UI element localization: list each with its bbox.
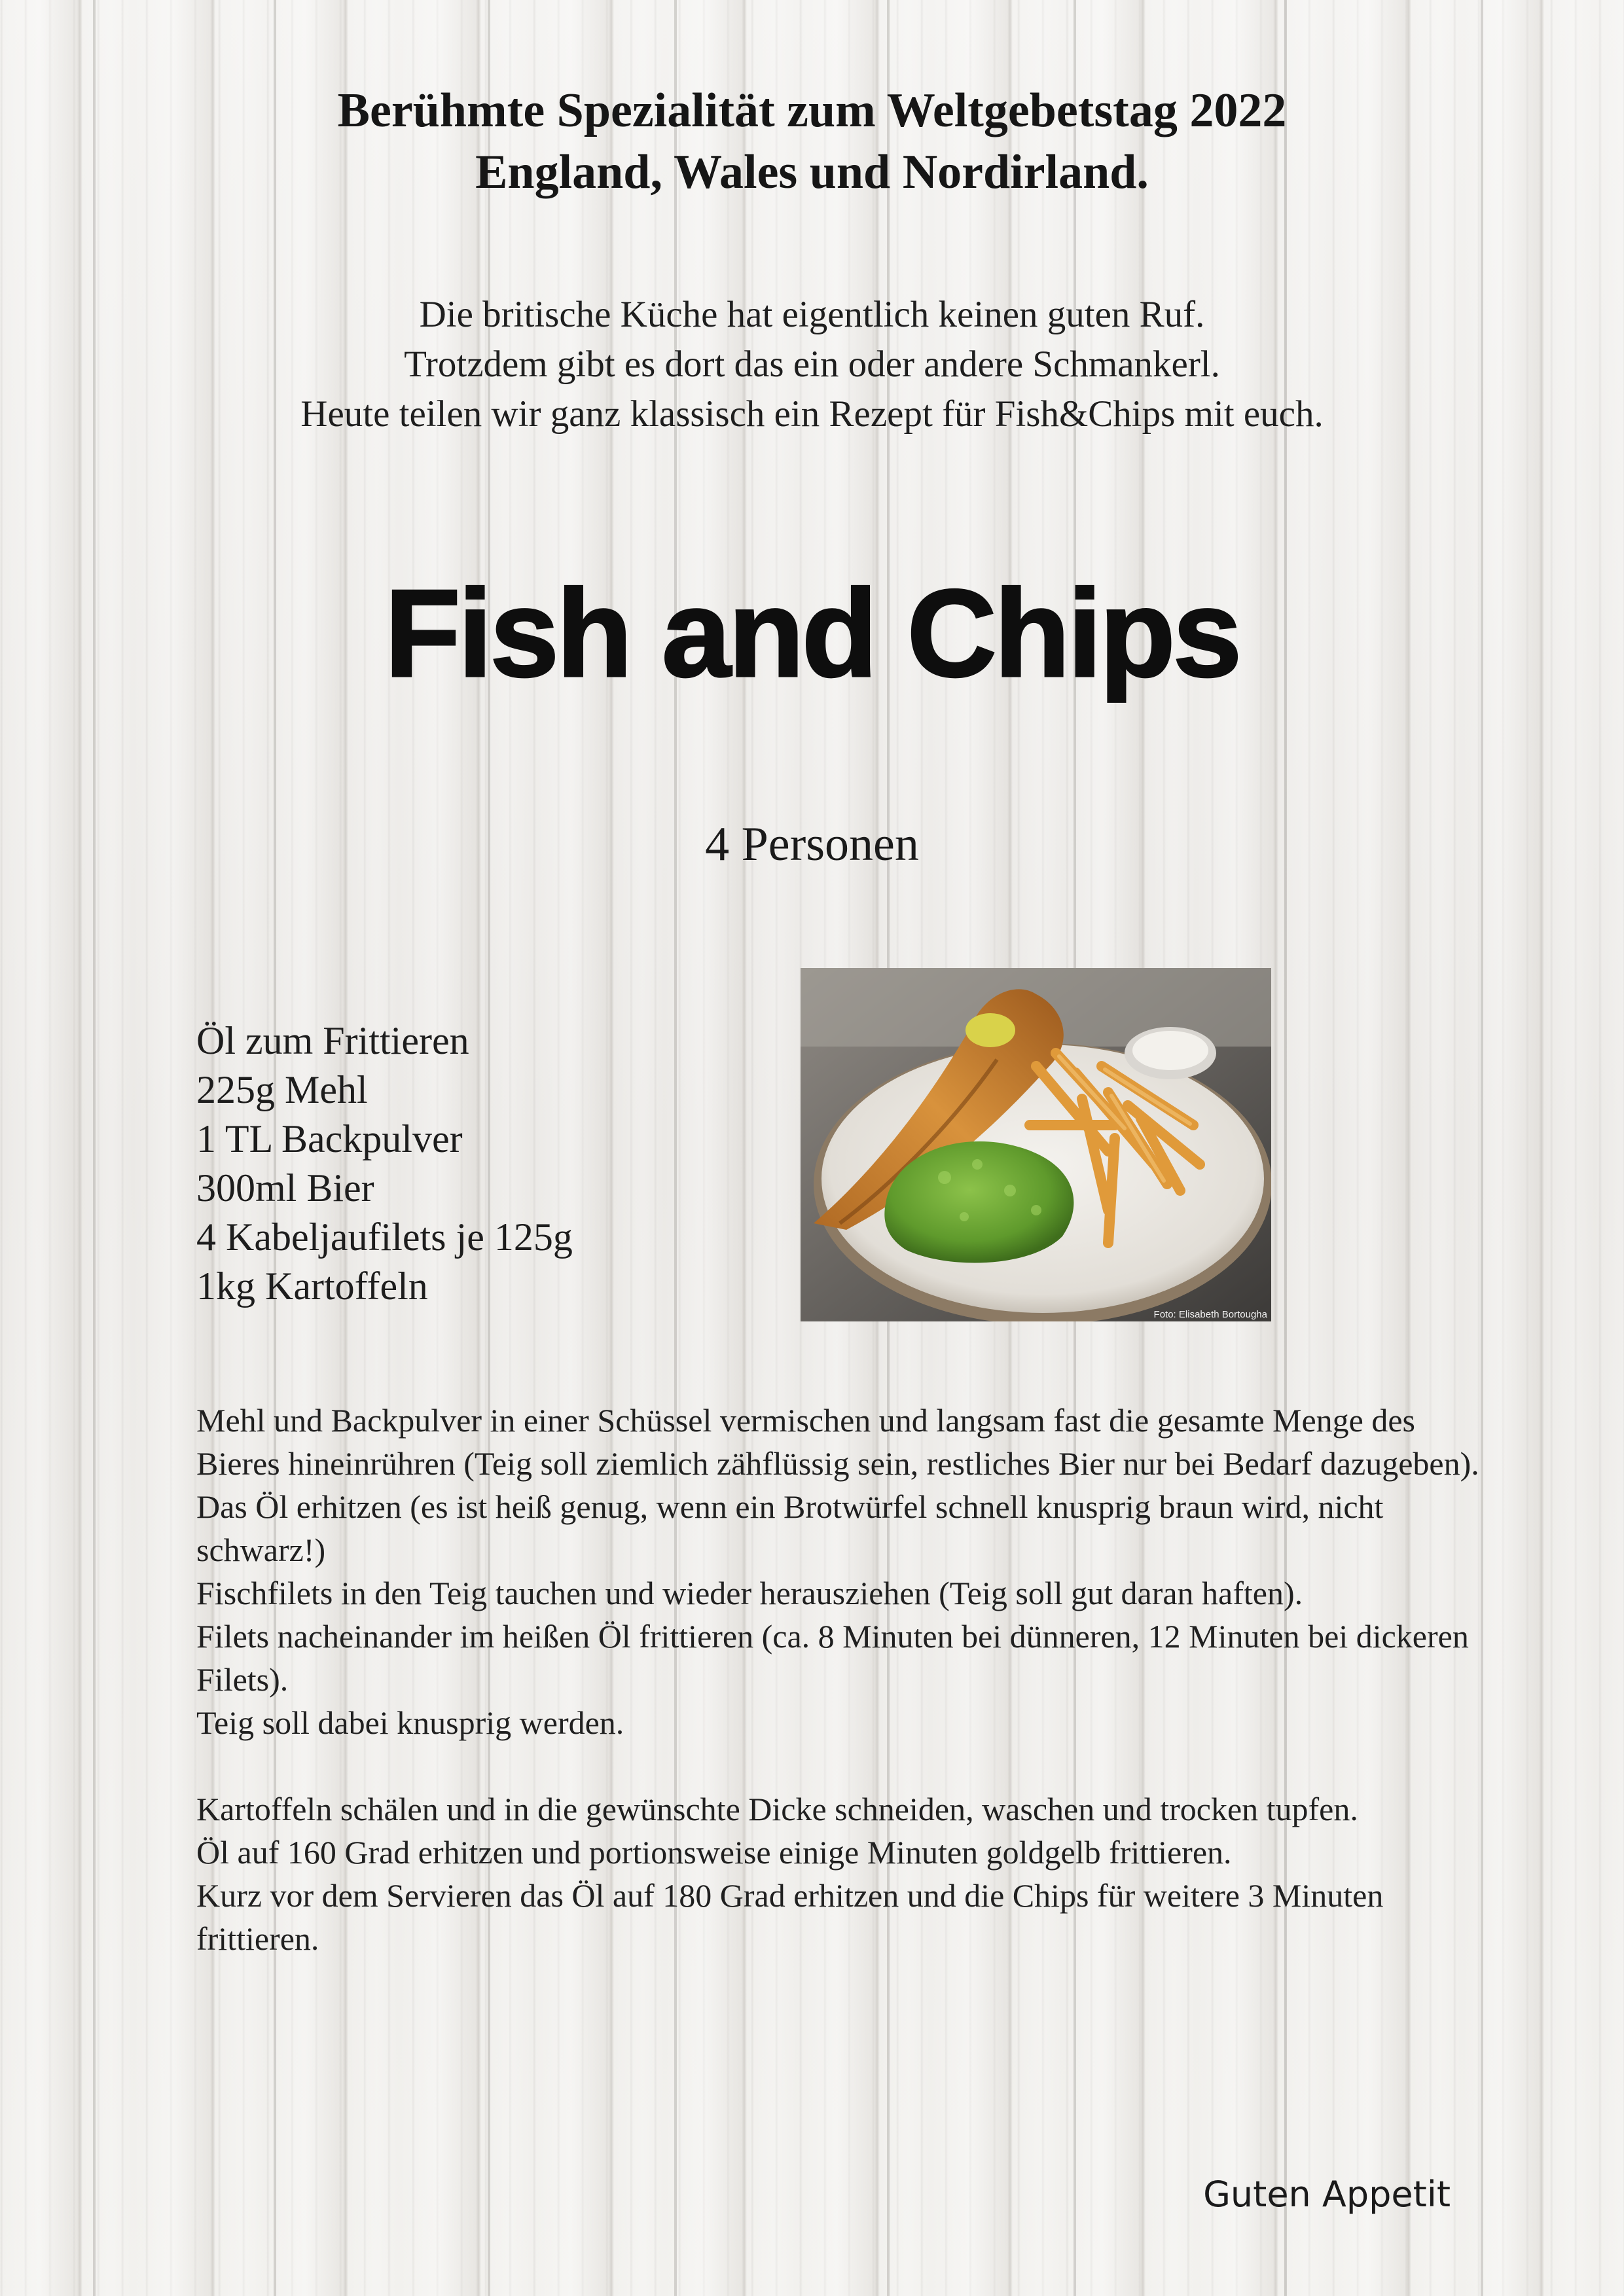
ingredient-item: 225g Mehl xyxy=(196,1068,368,1111)
instructions xyxy=(196,1399,1479,1960)
intro-line-2: Trotzdem gibt es dort das ein oder andere Schmankerl. xyxy=(404,344,1220,385)
ingredient-item: 1kg Kartoffeln xyxy=(196,1265,428,1308)
ingredient-item: 4 Kabeljaufilets je 125g xyxy=(196,1215,573,1259)
servings: 4 Personen xyxy=(705,817,919,871)
recipe-title: Fish and Chips xyxy=(384,564,1240,703)
ingredient-list xyxy=(196,1016,785,1311)
header-line-2: England, Wales und Nordirland. xyxy=(475,145,1149,199)
photo-credit: Foto: Elisabeth Bortougha xyxy=(1153,1309,1267,1320)
instruction-step: Kurz vor dem Servieren das Öl auf 180 Grad erhitzen und die Chips für weitere 3 Minuten frittieren. xyxy=(196,1877,1384,1957)
intro-line-1: Die britische Küche hat eigentlich keinen guten Ruf. xyxy=(419,294,1205,335)
instruction-step: Teig soll dabei knusprig werden. xyxy=(196,1704,624,1741)
header-line-1: Berühmte Spezialität zum Weltgebetstag 2022 xyxy=(337,84,1287,137)
ingredient-item: 1 TL Backpulver xyxy=(196,1117,463,1160)
intro-line-3: Heute teilen wir ganz klassisch ein Rezept für Fish&Chips mit euch. xyxy=(300,393,1324,435)
ingredient-item: Öl zum Frittieren xyxy=(196,1019,469,1062)
instruction-step: Filets nacheinander im heißen Öl frittieren (ca. 8 Minuten bei dünneren, 12 Minuten bei dickeren Filets). xyxy=(196,1618,1469,1698)
instruction-step: Kartoffeln schälen und in die gewünschte Dicke schneiden, waschen und trocken tupfen. xyxy=(196,1791,1358,1827)
instruction-step: Das Öl erhitzen (es ist heiß genug, wenn ein Brotwürfel schnell knusprig braun wird, nicht schwarz!) xyxy=(196,1488,1384,1568)
instruction-step: Öl auf 160 Grad erhitzen und portionsweise einige Minuten goldgelb frittieren. xyxy=(196,1834,1232,1871)
fish-and-chips-illustration xyxy=(801,968,1271,1321)
paragraph-gap xyxy=(196,1744,1479,1787)
ingredient-item: 300ml Bier xyxy=(196,1166,374,1210)
closing-text: Guten Appetit xyxy=(1203,2174,1451,2215)
fish-and-chips-photo xyxy=(801,968,1271,1321)
instruction-step: Mehl und Backpulver in einer Schüssel vermischen und langsam fast die gesamte Menge des Bieres hineinrühren (Teig soll ziemlich zähflüssig sein, restliches Bier nur bei Bedarf dazugeben). xyxy=(196,1402,1479,1482)
instruction-step: Fischfilets in den Teig tauchen und wieder herausziehen (Teig soll gut daran haften). xyxy=(196,1575,1303,1611)
